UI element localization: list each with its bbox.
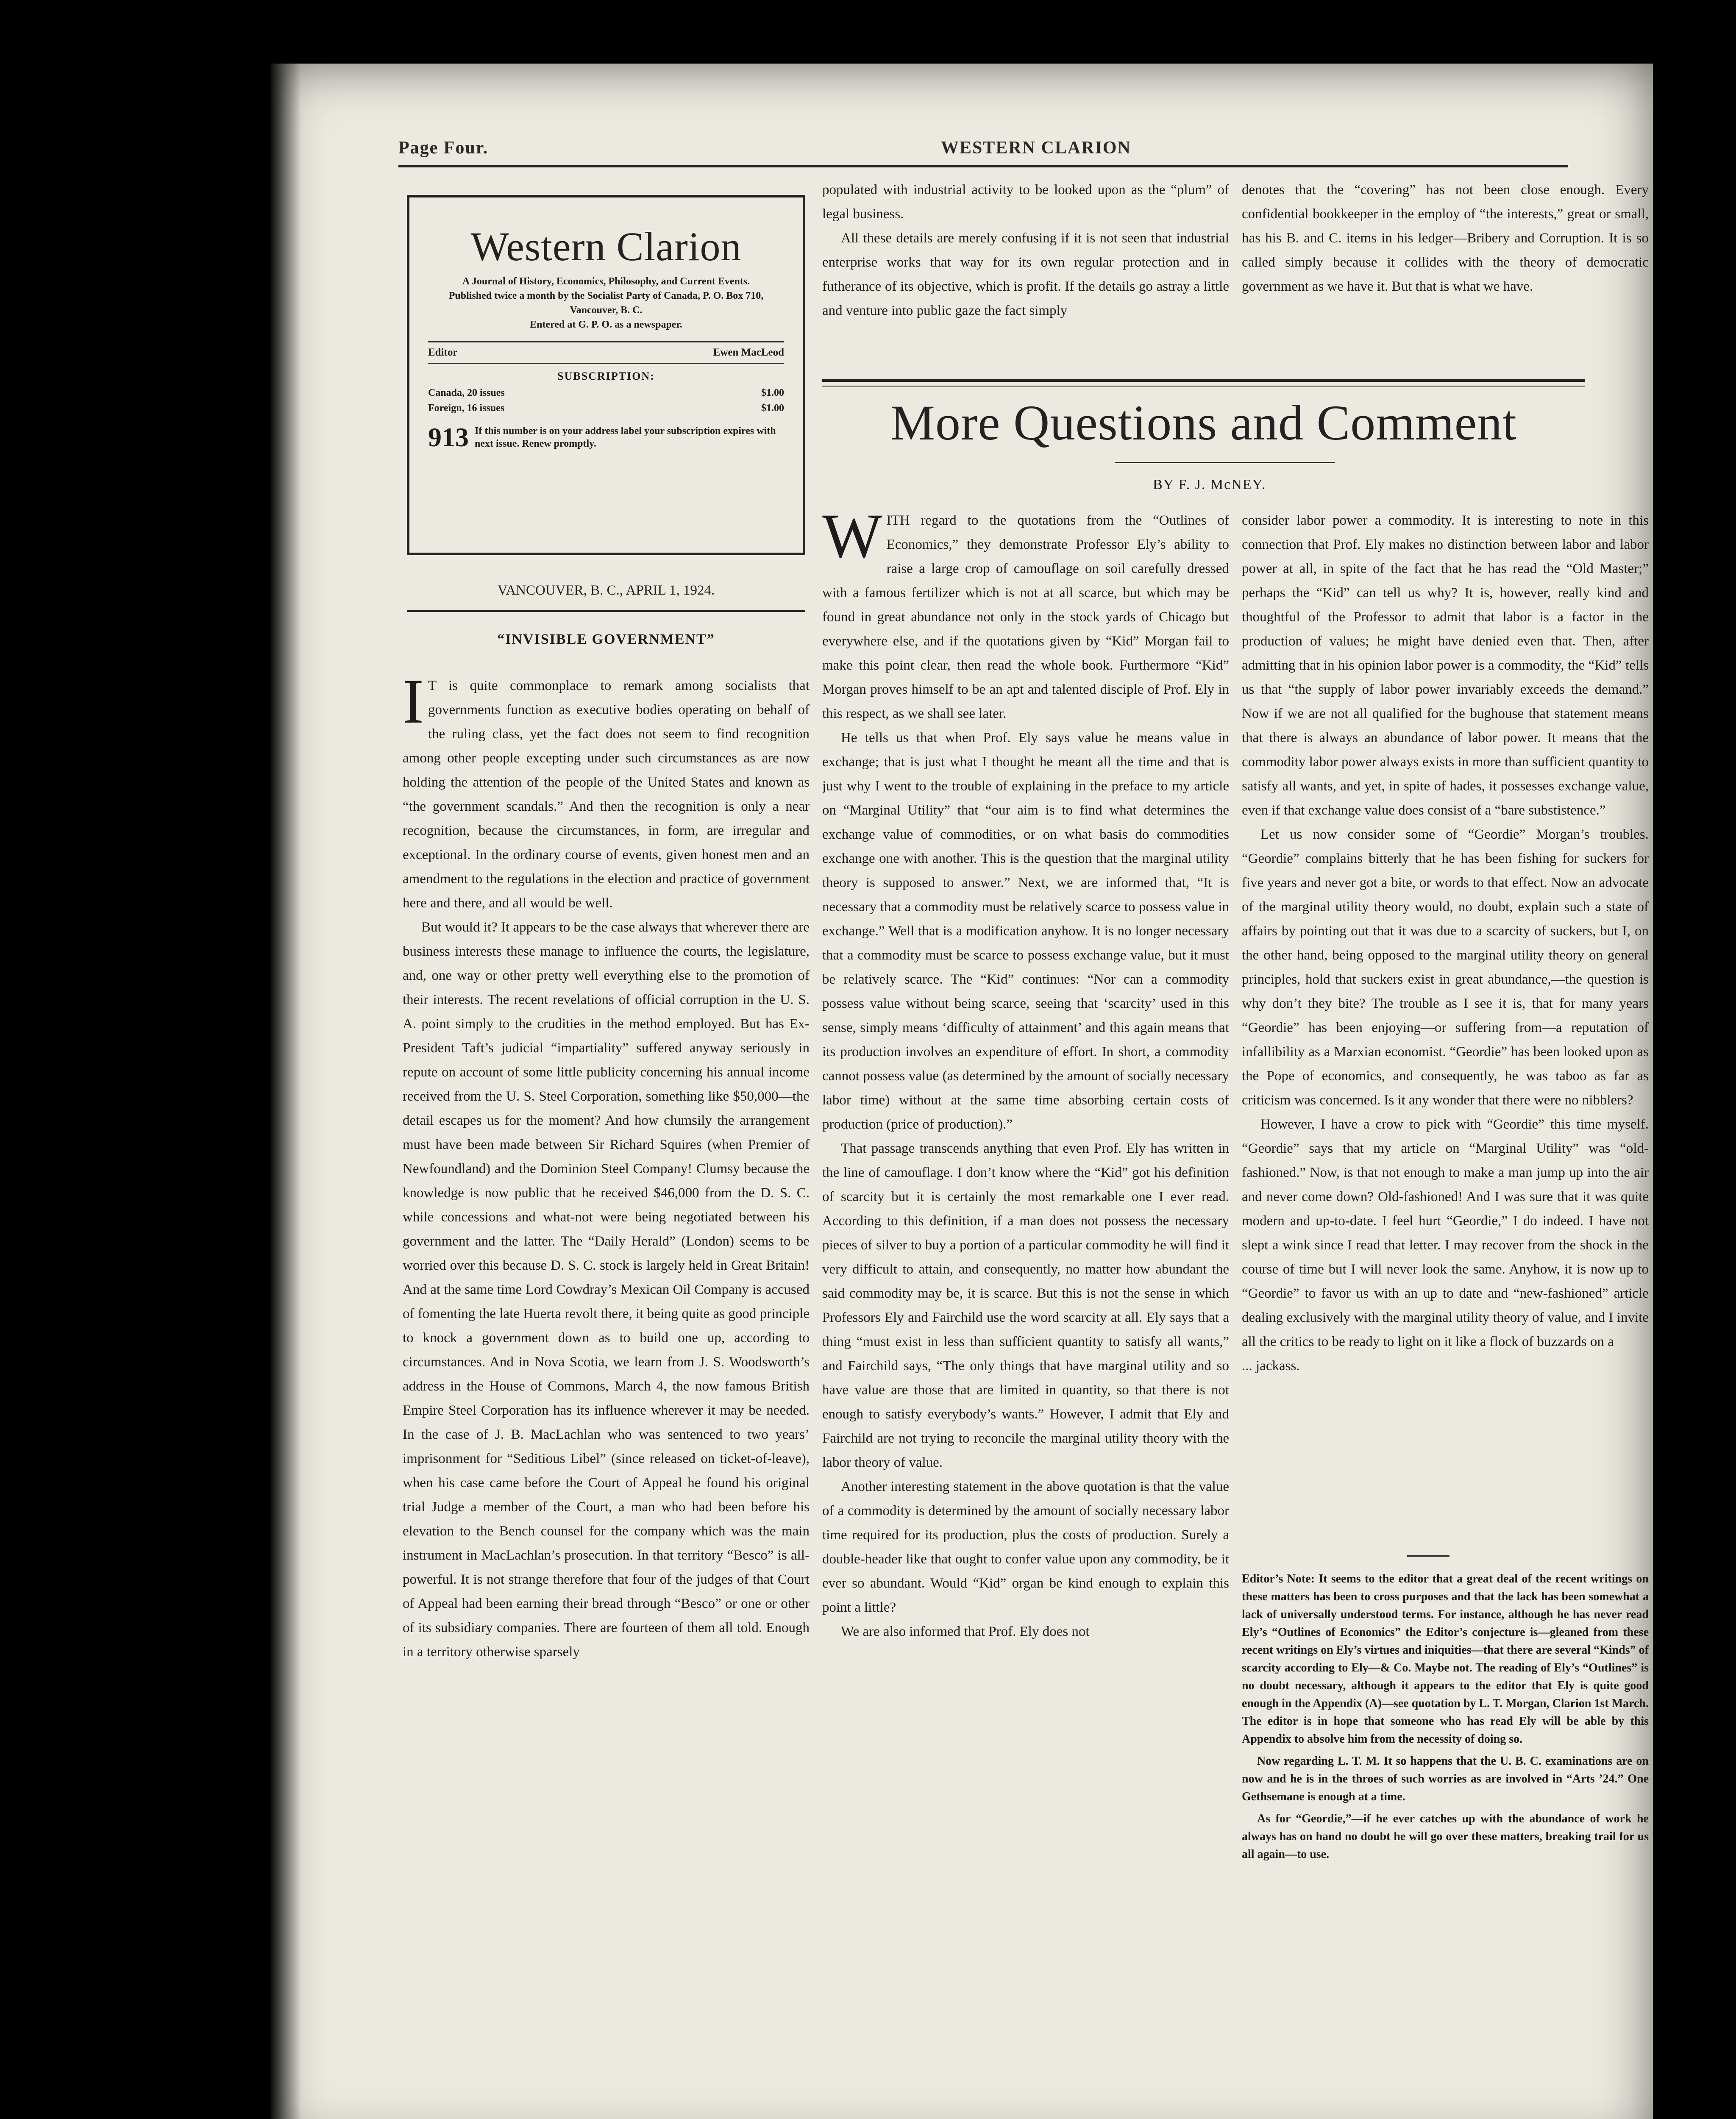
subscription-foreign xyxy=(428,400,784,416)
editorial-title: “INVISIBLE GOVERNMENT” xyxy=(497,631,715,647)
canada-label: Canada, 20 issues xyxy=(428,387,505,398)
continued-column-2 xyxy=(822,178,1229,323)
renewal-text: If this number is on your address label your subscription expires with next issue. Renew promptly. xyxy=(475,425,776,449)
continued-paragraph: denotes that the “covering” has not been close enough. Every confidential bookkeeper in the employ of “the interests,” great or small, has his B. and C. items in his ledger—Bribery and Corruption. It is so called simply because it collides with the theory of democratic government as we have it. But that is what we have. xyxy=(1242,182,1649,294)
running-head xyxy=(398,138,1568,163)
running-masthead: WESTERN CLARION xyxy=(941,138,1131,158)
masthead-box xyxy=(407,195,805,555)
editorial-paragraph: But would it? It appears to be the case always that wherever there are business interests these manage to influence the courts, the legislature, and, one way or other pretty well everything else to the promotion of their interests. The recent revelations of official corruption in the U. S. A. point simply to the crudities in the method employed. But has Ex-President Taft’s judicial “impartiality” suffered anyway seriously in repute on account of some little publicity concerning his annual income received from the U. S. Steel Corporation, something like $50,000—the detail escapes us for the moment? And how clumsily the arrangement must have been made between Sir Richard Squires (when Premier of Newfoundland) and the Dominion Steel Company! Clumsy because the knowledge is now public that he received $46,000 from the D. S. C. while concessions and what-not were being negotiated between his government and the latter. The “Daily Herald” (London) seems to be worried over this because D. S. C. stock is largely held in Great Britain! And at the same time Lord Cowdray’s Mexican Oil Company is accused of fomenting the late Huerta revolt there, it being quite as good principle to knock a government down as to build one up, according to circumstances. And in Nova Scotia, we learn from J. S. Woodsworth’s address in the House of Commons, March 4, the now famous British Empire Steel Corporation has its influence wherever it may be needed. In the case of J. B. MacLachlan who was sentenced to two years’ imprisonment for “Seditious Libel” (since released on ticket-of-leave), when his case came before the Court of Appeal he found his original trial Judge a member of the Court, a man who had been before his elevation to the Bench counsel for the company which was the main instrument in MacLachlan’s prosecution. In that territory “Besco” is all-powerful. It is not strange therefore that four of the judges of that Court of Appeal had been earning their bread through “Besco” or one or other of its subsidiary companies. There are fourteen of them all told. Enough in a territory otherwise sparsely xyxy=(403,920,810,1660)
editor-note-rule xyxy=(1407,1555,1449,1557)
page-edge-shadow xyxy=(271,64,301,2119)
page-number: Page Four. xyxy=(398,138,489,158)
article-paragraph: However, I have a crow to pick with “Geordie” this time myself. “Geordie” says that my article on “Marginal Utility” was “old-fashioned.” Now, is that not enough to make a man jump up into the air and never come down? Old-fashioned! And I was sure that it was quite modern and up-to-date. I feel hurt “Geordie,” I do indeed. I have not slept a wink since I read that letter. I may recover from the shock in the course of time but I will never look the same. Anyhow, it is now up to “Geordie” to favor us with an up to date and “new-fashioned” article dealing exclusively with the marginal utility theory of value, and I invite all the critics to be ready to light on it like a flock of buzzards on a xyxy=(1242,1117,1649,1349)
article-column-a xyxy=(822,501,1229,1644)
dateline-rule xyxy=(407,610,805,612)
article-paragraph: consider labor power a commodity. It is interesting to note in this connection that Prof. Ely makes no distinction between labor and labor power at all, in spite of the fact that he has read the “Old Master;” perhaps the “Kid” can tell us why? It is, however, really kind and thoughtful of the Professor to admit that labor is a factor in the production of values; he might have denied even that. Then, after admitting that in his opinion labor power is a commodity, the “Kid” tells us that “the supply of labor power invariably exceeds the demand.” Now if we are not all qualified for the bughouse that statement means that there is always an abundance of labor power. It means that the commodity labor power always exists in more than sufficient quantity to satisfy all wants, and yet, in spite of hades, it possesses exchange value, even if that exchange value does consist of a “bare substistence.” xyxy=(1242,513,1649,818)
article-paragraph: We are also informed that Prof. Ely does not xyxy=(841,1624,1090,1639)
subscription-heading: SUBSCRIPTION: xyxy=(557,370,655,382)
article-paragraph: That passage transcends anything that even Prof. Ely has written in the line of camouflage. I don’t know where the “Kid” got his definition of scarcity but it is certainly the most remarkable one I ever read. According to this definition, if a man does not possess the necessary pieces of silver to buy a portion of a particular commodity he will find it very difficult to attain, and consequently, no matter how abundant the said commodity may be, it is scarce. But this is not the sense in which Professors Ely and Fairchild use the word scarcity at all. Ely says that a thing “must exist in less than sufficient quantity to satisfy all wants,” and Fairchild says, “The only things that have marginal utility and so have value are those that are limited in quantity, so that there is not enough to satisfy everybody’s wants.” However, I admit that Ely and Fairchild are not trying to reconcile the marginal utility theory with the labor theory of value. xyxy=(822,1141,1229,1470)
editorial-column xyxy=(403,666,810,1664)
continued-column-3 xyxy=(1242,178,1649,299)
editor-note-paragraph: As for “Geordie,”—if he ever catches up with the abundance of work he always has on hand no doubt he will go over these matters, breaking trail for us all again—to use. xyxy=(1242,1812,1649,1861)
continued-paragraph: populated with industrial activity to be looked upon as the “plum” of legal business. xyxy=(822,182,1229,222)
article-paragraph: Let us now consider some of “Geordie” Morgan’s troubles. “Geordie” complains bitterly that he has been fishing for suckers for five years and never got a bite, or words to that effect. Now an advocate of the marginal utility theory would, no doubt, explain such a state of affairs by pointing out that it was due to a scarcity of suckers, but I, on the other hand, being opposed to the marginal utility theory on general principles, hold that suckers exist in great abundance,—the question is why don’t they bite? The trouble as I see it is, that for many years “Geordie” has been enjoying—or suffering from—a reputation of infallibility as a Marxian economist. “Geordie” has been looked upon as the Pope of economics, and consequently, he was taboo as far as criticism was concerned. Is it any wonder that there were no nibblers? xyxy=(1242,827,1649,1108)
masthead-publisher: Published twice a month by the Socialist Party of Canada, P. O. Box 710, Vancouver, B. C. xyxy=(448,290,764,316)
editor-note xyxy=(1242,1570,1649,1868)
renewal-notice xyxy=(428,422,784,453)
editor-name: Ewen MacLeod xyxy=(713,347,784,358)
masthead-editor-line xyxy=(428,341,784,364)
head-rule xyxy=(398,165,1568,167)
continued-paragraph: All these details are merely confusing if it is not seen that industrial enterprise works that way for its own regular protection and in futherance of its objective, which is profit. If the details go astray a little and venture into public gaze the fact simply xyxy=(822,231,1229,318)
article-title: More Questions and Comment xyxy=(890,395,1517,450)
article-rule-thin xyxy=(822,386,1585,387)
foreign-label: Foreign, 16 issues xyxy=(428,403,505,414)
article-column-b xyxy=(1242,509,1649,1378)
editor-note-paragraph: Editor’s Note: It seems to the editor that a great deal of the recent writings on these matters has been to cross purposes and that the lack has been somewhat a lack of universally understood terms. For instance, although he has never read Ely’s “Outlines of Economics” the Editor’s conjecture is—gleaned from these recent writings on Ely’s virtues and iniquities—that there are several “Kinds” of scarcity according to Ely—& Co. Maybe not. The reading of Ely’s “Outlines” is no doubt necessary, although it appears to the editor that Ely is quite good enough in the Appendix (A)—see quotation by L. T. Morgan, Clarion 1st March. The editor is in hope that someone who has read Ely will be able by this Appendix to absolve him from the necessity of doing so. xyxy=(1242,1572,1649,1746)
issue-number: 913 xyxy=(428,422,469,452)
masthead-subtitle: A Journal of History, Economics, Philosophy, and Current Events. xyxy=(462,276,750,287)
editor-note-paragraph: Now regarding L. T. M. It so happens that the U. B. C. examinations are on now and he is in the throes of such worries as are involved in “Arts ’24.” One Gethsemane is enough at a time. xyxy=(1242,1755,1649,1803)
article-paragraph: Another interesting statement in the above quotation is that the value of a commodity is determined by the amount of socially necessary labor time required for its production, plus the costs of production. Surely a double-header like that ought to confer value upon any commodity, be it ever so abundant. Would “Kid” organ be kind enough to explain this point a little? xyxy=(822,1479,1229,1615)
newspaper-page xyxy=(271,64,1653,2119)
article-rule-thick xyxy=(822,379,1585,382)
article-paragraph: WITH regard to the quotations from the “Outlines of Economics,” they demonstrate Professor Ely’s ability to raise a large crop of camouflage on soil carefully dressed with a famous fertilizer which is not at all scarce, but which may be found in great abundance not only in the stock yards of Chicago but everywhere else, and if the quotations given by “Kid” Morgan fail to make this point clear, then read the whole book. Furthermore “Kid” Morgan proves himself to be an apt and talented disciple of Prof. Ely in this respect, as we shall see later. xyxy=(822,501,1229,721)
editorial-dropcap: I xyxy=(403,666,424,737)
foreign-price: $1.00 xyxy=(761,403,784,414)
article-paragraph: He tells us that when Prof. Ely says value he means value in exchange; that is just what I thought he meant all the time and that is just why I went to the trouble of explaining in the preface to my article on “Marginal Utility” that “our aim is to find what determines the exchange value of commodities, or on what basis do commodities exchange one with another. This is the question that the marginal utility theory is supposed to answer.” Next, we are informed that, “It is necessary that a commodity must be relatively scarce to possess value in exchange.” Well that is a modification anyhow. It is no longer necessary that a commodity must be scarce to possess exchange value, but it must be relatively scarce. The “Kid” continues: “Nor can a commodity possess value without being scarce, seeing that ‘scarcity’ used in this sense, simply means ‘difficulty of attainment’ and this again means that its production involves an expenditure of effort. In short, a commodity cannot possess value (as determined by the amount of socially necessary labor time) without at the same time absorbing certain costs of production (price of production).” xyxy=(822,730,1229,1132)
masthead-entered: Entered at G. P. O. as a newspaper. xyxy=(530,319,682,330)
masthead-title: Western Clarion xyxy=(470,224,742,269)
article-byline: BY F. J. McNEY. xyxy=(1153,477,1266,492)
canada-price: $1.00 xyxy=(761,387,784,398)
title-underline xyxy=(1115,462,1335,463)
subscription-canada xyxy=(428,385,784,400)
article-paragraph: ... jackass. xyxy=(1242,1358,1300,1374)
editorial-paragraph: I T is quite commonplace to remark among socialists that governments function as executive bodies operating on behalf of the ruling class, yet the fact does not seem to find recognition among other people excepting under such circumstances as are now holding the attention of the people of the United States and known as “the government scandals.” And then the recognition is only a near recognition, because the circumstances, in form, are irregular and exceptional. In the ordinary course of events, given honest men and an amendment to the regulations in the election and practice of government here and there, and all would be well. xyxy=(403,666,810,911)
dateline: VANCOUVER, B. C., APRIL 1, 1924. xyxy=(497,583,715,598)
editor-label: Editor xyxy=(428,347,458,358)
article-dropcap: W xyxy=(822,501,882,571)
